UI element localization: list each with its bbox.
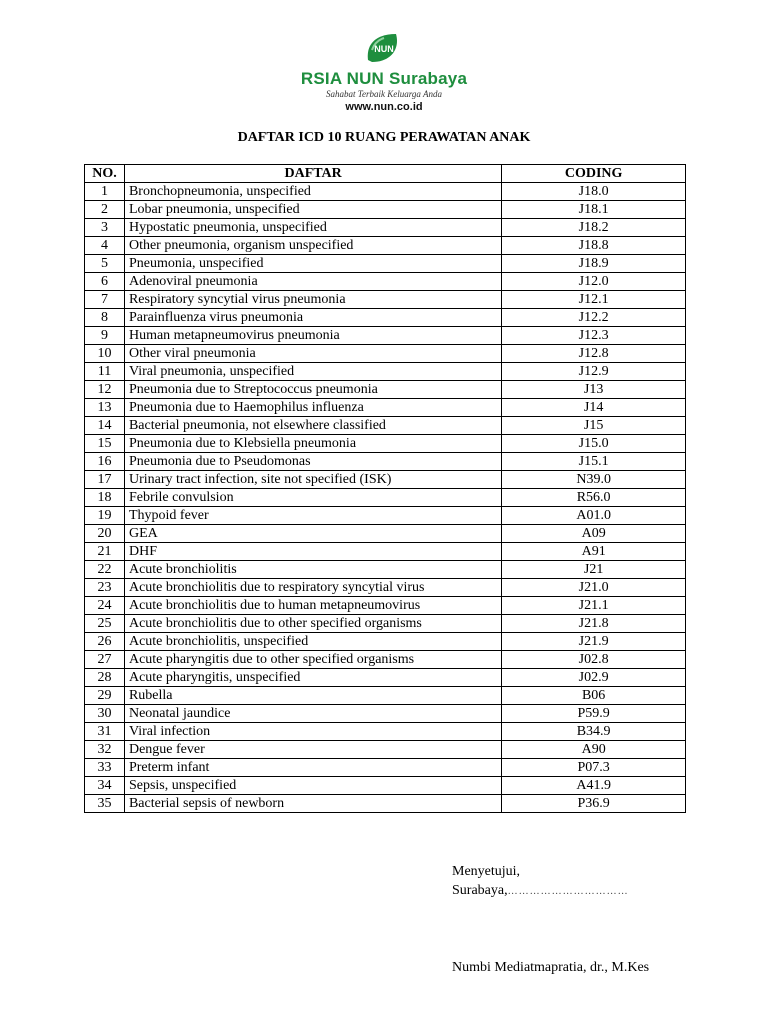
row-number: 4 xyxy=(85,237,125,255)
row-number: 25 xyxy=(85,615,125,633)
signer-name: Numbi Mediatmapratia, dr., M.Kes xyxy=(452,960,650,975)
icd-code: J18.9 xyxy=(502,255,686,273)
icd-code: B34.9 xyxy=(502,723,686,741)
diagnosis-name: Other viral pneumonia xyxy=(124,345,501,363)
diagnosis-name: Acute pharyngitis, unspecified xyxy=(124,669,501,687)
icd-code: J21.8 xyxy=(502,615,686,633)
diagnosis-name: Pneumonia due to Streptococcus pneumonia xyxy=(124,381,501,399)
row-number: 27 xyxy=(85,651,125,669)
table-row xyxy=(85,561,686,579)
diagnosis-name: Febrile convulsion xyxy=(124,489,501,507)
approval-city: Surabaya, xyxy=(452,883,508,898)
row-number: 16 xyxy=(85,453,125,471)
table-row xyxy=(85,543,686,561)
row-number: 34 xyxy=(85,777,125,795)
diagnosis-name: Lobar pneumonia, unspecified xyxy=(124,201,501,219)
row-number: 19 xyxy=(85,507,125,525)
row-number: 20 xyxy=(85,525,125,543)
diagnosis-name: Pneumonia, unspecified xyxy=(124,255,501,273)
table-row xyxy=(85,363,686,381)
row-number: 5 xyxy=(85,255,125,273)
diagnosis-name: Rubella xyxy=(124,687,501,705)
row-number: 31 xyxy=(85,723,125,741)
icd-code: J12.1 xyxy=(502,291,686,309)
table-row xyxy=(85,183,686,201)
row-number: 28 xyxy=(85,669,125,687)
table-row xyxy=(85,579,686,597)
diagnosis-name: Adenoviral pneumonia xyxy=(124,273,501,291)
table-row xyxy=(85,669,686,687)
diagnosis-name: Bacterial sepsis of newborn xyxy=(124,795,501,813)
table-row xyxy=(85,615,686,633)
icd-code: J13 xyxy=(502,381,686,399)
icd-code: J18.1 xyxy=(502,201,686,219)
row-number: 15 xyxy=(85,435,125,453)
icd-code: A09 xyxy=(502,525,686,543)
icd-code: J21.1 xyxy=(502,597,686,615)
diagnosis-name: Pneumonia due to Klebsiella pneumonia xyxy=(124,435,501,453)
icd-code: J15 xyxy=(502,417,686,435)
diagnosis-name: Pneumonia due to Haemophilus influenza xyxy=(124,399,501,417)
letterhead xyxy=(0,30,768,114)
logo-leaf-icon xyxy=(362,30,406,66)
icd-table xyxy=(84,164,686,813)
table-row xyxy=(85,417,686,435)
hospital-logo xyxy=(362,30,406,66)
row-number: 29 xyxy=(85,687,125,705)
logo-text: NUN xyxy=(374,44,394,54)
row-number: 30 xyxy=(85,705,125,723)
diagnosis-name: GEA xyxy=(124,525,501,543)
diagnosis-name: Human metapneumovirus pneumonia xyxy=(124,327,501,345)
row-number: 24 xyxy=(85,597,125,615)
icd-code: B06 xyxy=(502,687,686,705)
diagnosis-name: Respiratory syncytial virus pneumonia xyxy=(124,291,501,309)
diagnosis-name: Acute bronchiolitis xyxy=(124,561,501,579)
row-number: 13 xyxy=(85,399,125,417)
icd-code: P59.9 xyxy=(502,705,686,723)
icd-code: J02.9 xyxy=(502,669,686,687)
table-row xyxy=(85,219,686,237)
approval-block xyxy=(452,862,629,901)
diagnosis-name: Acute bronchiolitis due to other specified organisms xyxy=(124,615,501,633)
table-row xyxy=(85,633,686,651)
diagnosis-name: Acute pharyngitis due to other specified organisms xyxy=(124,651,501,669)
table-row xyxy=(85,759,686,777)
icd-code: J15.1 xyxy=(502,453,686,471)
table-row xyxy=(85,255,686,273)
table-row xyxy=(85,651,686,669)
diagnosis-name: DHF xyxy=(124,543,501,561)
icd-code: N39.0 xyxy=(502,471,686,489)
row-number: 10 xyxy=(85,345,125,363)
icd-code: A41.9 xyxy=(502,777,686,795)
diagnosis-name: Bronchopneumonia, unspecified xyxy=(124,183,501,201)
table-row xyxy=(85,705,686,723)
row-number: 17 xyxy=(85,471,125,489)
diagnosis-name: Hypostatic pneumonia, unspecified xyxy=(124,219,501,237)
table-row xyxy=(85,489,686,507)
table-row xyxy=(85,237,686,255)
table-row xyxy=(85,597,686,615)
diagnosis-name: Parainfluenza virus pneumonia xyxy=(124,309,501,327)
approval-date-dots: …………………………… xyxy=(507,886,629,897)
icd-code: A01.0 xyxy=(502,507,686,525)
row-number: 35 xyxy=(85,795,125,813)
icd-table-body xyxy=(85,183,686,813)
row-number: 7 xyxy=(85,291,125,309)
row-number: 21 xyxy=(85,543,125,561)
diagnosis-name: Acute bronchiolitis, unspecified xyxy=(124,633,501,651)
table-header-row xyxy=(85,165,686,183)
table-row xyxy=(85,795,686,813)
diagnosis-name: Dengue fever xyxy=(124,741,501,759)
row-number: 3 xyxy=(85,219,125,237)
icd-code: P07.3 xyxy=(502,759,686,777)
table-row xyxy=(85,507,686,525)
icd-code: P36.9 xyxy=(502,795,686,813)
diagnosis-name: Urinary tract infection, site not specified (ISK) xyxy=(124,471,501,489)
icd-code: J18.0 xyxy=(502,183,686,201)
hospital-website: www.nun.co.id xyxy=(345,101,423,113)
row-number: 9 xyxy=(85,327,125,345)
diagnosis-name: Acute bronchiolitis due to human metapneumovirus xyxy=(124,597,501,615)
table-row xyxy=(85,777,686,795)
row-number: 8 xyxy=(85,309,125,327)
header-no: NO. xyxy=(85,165,125,183)
header-daftar: DAFTAR xyxy=(124,165,501,183)
hospital-name: RSIA NUN Surabaya xyxy=(300,69,468,88)
row-number: 14 xyxy=(85,417,125,435)
diagnosis-name: Preterm infant xyxy=(124,759,501,777)
table-row xyxy=(85,345,686,363)
header-coding: CODING xyxy=(502,165,686,183)
table-row xyxy=(85,741,686,759)
hospital-tagline: Sahabat Terbaik Keluarga Anda xyxy=(326,89,442,99)
table-row xyxy=(85,453,686,471)
diagnosis-name: Sepsis, unspecified xyxy=(124,777,501,795)
icd-code: J21.9 xyxy=(502,633,686,651)
table-row xyxy=(85,327,686,345)
icd-code: J18.8 xyxy=(502,237,686,255)
table-row xyxy=(85,687,686,705)
approval-label: Menyetujui, xyxy=(452,864,521,879)
icd-code: J12.8 xyxy=(502,345,686,363)
icd-code: J12.0 xyxy=(502,273,686,291)
diagnosis-name: Thypoid fever xyxy=(124,507,501,525)
table-row xyxy=(85,309,686,327)
icd-code: J02.8 xyxy=(502,651,686,669)
table-row xyxy=(85,381,686,399)
icd-code: A91 xyxy=(502,543,686,561)
icd-code: J14 xyxy=(502,399,686,417)
document-title: DAFTAR ICD 10 RUANG PERAWATAN ANAK xyxy=(237,130,531,145)
table-row xyxy=(85,435,686,453)
row-number: 6 xyxy=(85,273,125,291)
icd-code: A90 xyxy=(502,741,686,759)
diagnosis-name: Other pneumonia, organism unspecified xyxy=(124,237,501,255)
table-row xyxy=(85,291,686,309)
diagnosis-name: Acute bronchiolitis due to respiratory syncytial virus xyxy=(124,579,501,597)
row-number: 18 xyxy=(85,489,125,507)
icd-code: J18.2 xyxy=(502,219,686,237)
icd-code: J12.2 xyxy=(502,309,686,327)
icd-code: J12.9 xyxy=(502,363,686,381)
row-number: 1 xyxy=(85,183,125,201)
table-row xyxy=(85,273,686,291)
table-row xyxy=(85,723,686,741)
table-row xyxy=(85,399,686,417)
icd-code: J21.0 xyxy=(502,579,686,597)
row-number: 2 xyxy=(85,201,125,219)
diagnosis-name: Viral pneumonia, unspecified xyxy=(124,363,501,381)
row-number: 26 xyxy=(85,633,125,651)
table-row xyxy=(85,201,686,219)
row-number: 12 xyxy=(85,381,125,399)
row-number: 22 xyxy=(85,561,125,579)
diagnosis-name: Viral infection xyxy=(124,723,501,741)
icd-code: R56.0 xyxy=(502,489,686,507)
table-row xyxy=(85,525,686,543)
icd-code: J21 xyxy=(502,561,686,579)
diagnosis-name: Pneumonia due to Pseudomonas xyxy=(124,453,501,471)
row-number: 33 xyxy=(85,759,125,777)
diagnosis-name: Bacterial pneumonia, not elsewhere classified xyxy=(124,417,501,435)
icd-code: J12.3 xyxy=(502,327,686,345)
row-number: 23 xyxy=(85,579,125,597)
diagnosis-name: Neonatal jaundice xyxy=(124,705,501,723)
row-number: 11 xyxy=(85,363,125,381)
row-number: 32 xyxy=(85,741,125,759)
icd-code: J15.0 xyxy=(502,435,686,453)
approval-place-date xyxy=(452,881,629,901)
table-row xyxy=(85,471,686,489)
